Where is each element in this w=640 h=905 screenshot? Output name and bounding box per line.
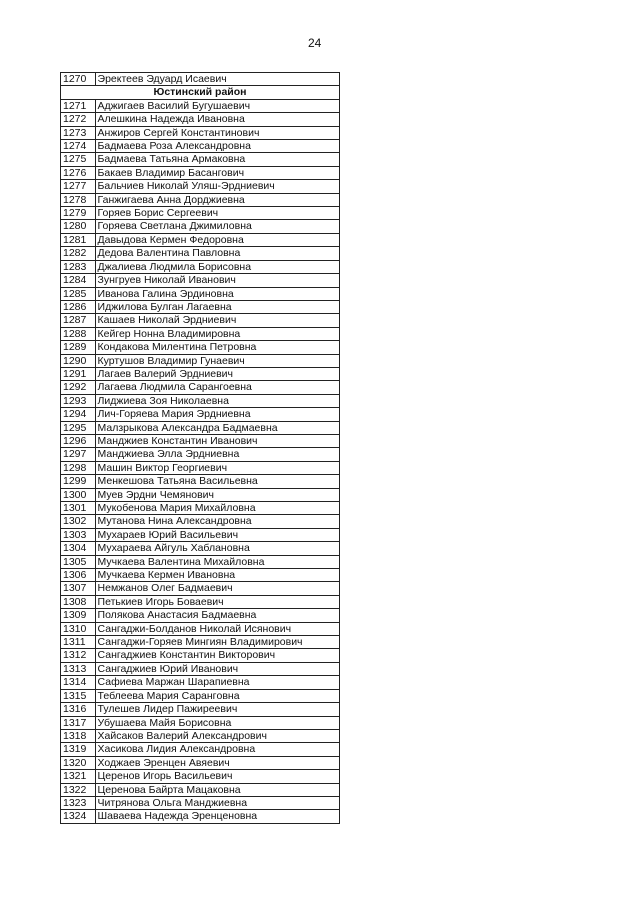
person-name: Теблеева Мария Сарангoвна [95, 689, 339, 702]
person-name: Сангаджиев Константин Викторович [95, 649, 339, 662]
person-name: Иджилова Булган Лагаевна [95, 300, 339, 313]
page-number: 24 [308, 36, 322, 50]
row-number: 1310 [61, 622, 96, 635]
person-name: Джалиева Людмила Борисовна [95, 260, 339, 273]
table-row [61, 796, 340, 809]
person-name: Горяев Борис Сергеевич [95, 207, 339, 220]
person-name: Сангаджиев Юрий Иванович [95, 662, 339, 675]
table-row [61, 569, 340, 582]
person-name: Мучкаева Кермен Ивановна [95, 569, 339, 582]
table-row [61, 475, 340, 488]
person-name: Церенов Игорь Васильевич [95, 770, 339, 783]
table-row [61, 662, 340, 675]
person-name: Эректеев Эдуард Исаевич [95, 73, 339, 86]
row-number: 1295 [61, 421, 96, 434]
table-row [61, 260, 340, 273]
row-number: 1284 [61, 274, 96, 287]
row-number: 1275 [61, 153, 96, 166]
person-name: Ходжаев Эренцен Авяевич [95, 756, 339, 769]
row-number: 1271 [61, 99, 96, 112]
table-row [61, 126, 340, 139]
person-name: Кейгер Нонна Владимировна [95, 327, 339, 340]
table-row [61, 434, 340, 447]
table-row [61, 756, 340, 769]
row-number: 1293 [61, 394, 96, 407]
table-row [61, 300, 340, 313]
roster-table-body [61, 73, 340, 824]
person-name: Зунгруев Николай Иванович [95, 274, 339, 287]
person-name: Анжиров Сергей Константинович [95, 126, 339, 139]
section-heading-row [61, 86, 340, 99]
row-number: 1278 [61, 193, 96, 206]
person-name: Хасикова Лидия Александровна [95, 743, 339, 756]
table-row [61, 394, 340, 407]
person-name: Горяева Светлана Джимиловна [95, 220, 339, 233]
row-number: 1281 [61, 233, 96, 246]
person-name: Сангаджи-Горяев Мингиян Владимирович [95, 636, 339, 649]
person-name: Алешкина Надежда Ивановна [95, 113, 339, 126]
table-row [61, 515, 340, 528]
table-row [61, 193, 340, 206]
table-row [61, 729, 340, 742]
table-row [61, 743, 340, 756]
table-row [61, 703, 340, 716]
table-row [61, 770, 340, 783]
row-number: 1319 [61, 743, 96, 756]
table-row [61, 528, 340, 541]
row-number: 1301 [61, 502, 96, 515]
row-number: 1321 [61, 770, 96, 783]
row-number: 1297 [61, 448, 96, 461]
row-number: 1318 [61, 729, 96, 742]
table-row [61, 716, 340, 729]
section-heading: Юстинский район [61, 86, 340, 99]
row-number: 1302 [61, 515, 96, 528]
person-name: Мучкаева Валентина Михайловна [95, 555, 339, 568]
person-name: Куртушов Владимир Гунаевич [95, 354, 339, 367]
person-name: Кондакова Милентина Петровна [95, 341, 339, 354]
table-row [61, 113, 340, 126]
person-name: Аджигаев Василий Бугушаевич [95, 99, 339, 112]
row-number: 1312 [61, 649, 96, 662]
person-name: Ганжигаева Анна Дорджиевна [95, 193, 339, 206]
table-row [61, 488, 340, 501]
row-number: 1279 [61, 207, 96, 220]
table-row [61, 207, 340, 220]
row-number: 1322 [61, 783, 96, 796]
table-row [61, 381, 340, 394]
row-number: 1316 [61, 703, 96, 716]
table-row [61, 421, 340, 434]
person-name: Машин Виктор Георгиевич [95, 461, 339, 474]
person-name: Лиджиева Зоя Николаевна [95, 394, 339, 407]
person-name: Бадмаева Татьяна Армаковна [95, 153, 339, 166]
person-name: Немжанов Олег Бадмаевич [95, 582, 339, 595]
person-name: Сафиева Маржан Шарапиевна [95, 676, 339, 689]
person-name: Лагаева Людмила Сарангоевна [95, 381, 339, 394]
row-number: 1303 [61, 528, 96, 541]
table-row [61, 220, 340, 233]
person-name: Мутанова Нина Александровна [95, 515, 339, 528]
table-row [61, 274, 340, 287]
row-number: 1317 [61, 716, 96, 729]
person-name: Шаваева Надежда Эренценовна [95, 810, 339, 823]
row-number: 1292 [61, 381, 96, 394]
person-name: Муев Эрдни Чемянович [95, 488, 339, 501]
row-number: 1282 [61, 247, 96, 260]
row-number: 1289 [61, 341, 96, 354]
roster-table [60, 72, 340, 824]
person-name: Бальчиев Николай Уляш-Эрдниевич [95, 180, 339, 193]
table-row [61, 649, 340, 662]
table-row [61, 247, 340, 260]
row-number: 1308 [61, 595, 96, 608]
table-row [61, 73, 340, 86]
table-row [61, 542, 340, 555]
row-number: 1272 [61, 113, 96, 126]
table-row [61, 448, 340, 461]
table-row [61, 233, 340, 246]
table-row [61, 166, 340, 179]
person-name: Петькиев Игорь Боваевич [95, 595, 339, 608]
table-row [61, 595, 340, 608]
row-number: 1294 [61, 408, 96, 421]
row-number: 1304 [61, 542, 96, 555]
person-name: Кашаев Николай Эрдниевич [95, 314, 339, 327]
row-number: 1270 [61, 73, 96, 86]
row-number: 1276 [61, 166, 96, 179]
person-name: Дедова Валентина Павловна [95, 247, 339, 260]
person-name: Малзрыкова Александра Бадмаевна [95, 421, 339, 434]
row-number: 1306 [61, 569, 96, 582]
person-name: Хайсаков Валерий Александрович [95, 729, 339, 742]
row-number: 1299 [61, 475, 96, 488]
table-row [61, 140, 340, 153]
person-name: Давыдова Кермен Федоровна [95, 233, 339, 246]
row-number: 1311 [61, 636, 96, 649]
person-name: Менкешова Татьяна Васильевна [95, 475, 339, 488]
row-number: 1273 [61, 126, 96, 139]
table-row [61, 783, 340, 796]
table-row [61, 408, 340, 421]
person-name: Лич-Горяева Мария Эрдниевна [95, 408, 339, 421]
row-number: 1286 [61, 300, 96, 313]
table-row [61, 180, 340, 193]
row-number: 1314 [61, 676, 96, 689]
person-name: Лагаев Валерий Эрдниевич [95, 367, 339, 380]
person-name: Полякова Анастасия Бадмаевна [95, 609, 339, 622]
person-name: Мухараев Юрий Васильевич [95, 528, 339, 541]
row-number: 1283 [61, 260, 96, 273]
table-row [61, 689, 340, 702]
row-number: 1313 [61, 662, 96, 675]
row-number: 1320 [61, 756, 96, 769]
row-number: 1285 [61, 287, 96, 300]
person-name: Мухараева Айгуль Хаблановна [95, 542, 339, 555]
row-number: 1296 [61, 434, 96, 447]
person-name: Манджиева Элла Эрдниевна [95, 448, 339, 461]
table-row [61, 99, 340, 112]
person-name: Иванова Галина Эрдиновна [95, 287, 339, 300]
row-number: 1300 [61, 488, 96, 501]
table-row [61, 676, 340, 689]
table-row [61, 354, 340, 367]
row-number: 1290 [61, 354, 96, 367]
table-row [61, 622, 340, 635]
table-row [61, 461, 340, 474]
row-number: 1288 [61, 327, 96, 340]
person-name: Читрянова Ольга Манджиевна [95, 796, 339, 809]
table-row [61, 582, 340, 595]
table-row [61, 609, 340, 622]
row-number: 1277 [61, 180, 96, 193]
person-name: Тулешев Лидер Пажиреевич [95, 703, 339, 716]
row-number: 1323 [61, 796, 96, 809]
table-row [61, 555, 340, 568]
person-name: Бакаев Владимир Басангович [95, 166, 339, 179]
table-row [61, 314, 340, 327]
row-number: 1287 [61, 314, 96, 327]
row-number: 1315 [61, 689, 96, 702]
row-number: 1309 [61, 609, 96, 622]
row-number: 1280 [61, 220, 96, 233]
table-row [61, 327, 340, 340]
table-row [61, 502, 340, 515]
person-name: Сангаджи-Болданов Николай Исянович [95, 622, 339, 635]
person-name: Бадмаева Роза Александровна [95, 140, 339, 153]
row-number: 1291 [61, 367, 96, 380]
row-number: 1274 [61, 140, 96, 153]
row-number: 1305 [61, 555, 96, 568]
table-row [61, 287, 340, 300]
person-name: Церенова Байрта Мацаковна [95, 783, 339, 796]
table-row [61, 341, 340, 354]
table-row [61, 636, 340, 649]
person-name: Манджиев Константин Иванович [95, 434, 339, 447]
row-number: 1298 [61, 461, 96, 474]
person-name: Мукобенова Мария Михайловна [95, 502, 339, 515]
table-row [61, 367, 340, 380]
row-number: 1307 [61, 582, 96, 595]
table-row [61, 810, 340, 823]
row-number: 1324 [61, 810, 96, 823]
table-row [61, 153, 340, 166]
person-name: Убушаева Майя Борисовна [95, 716, 339, 729]
